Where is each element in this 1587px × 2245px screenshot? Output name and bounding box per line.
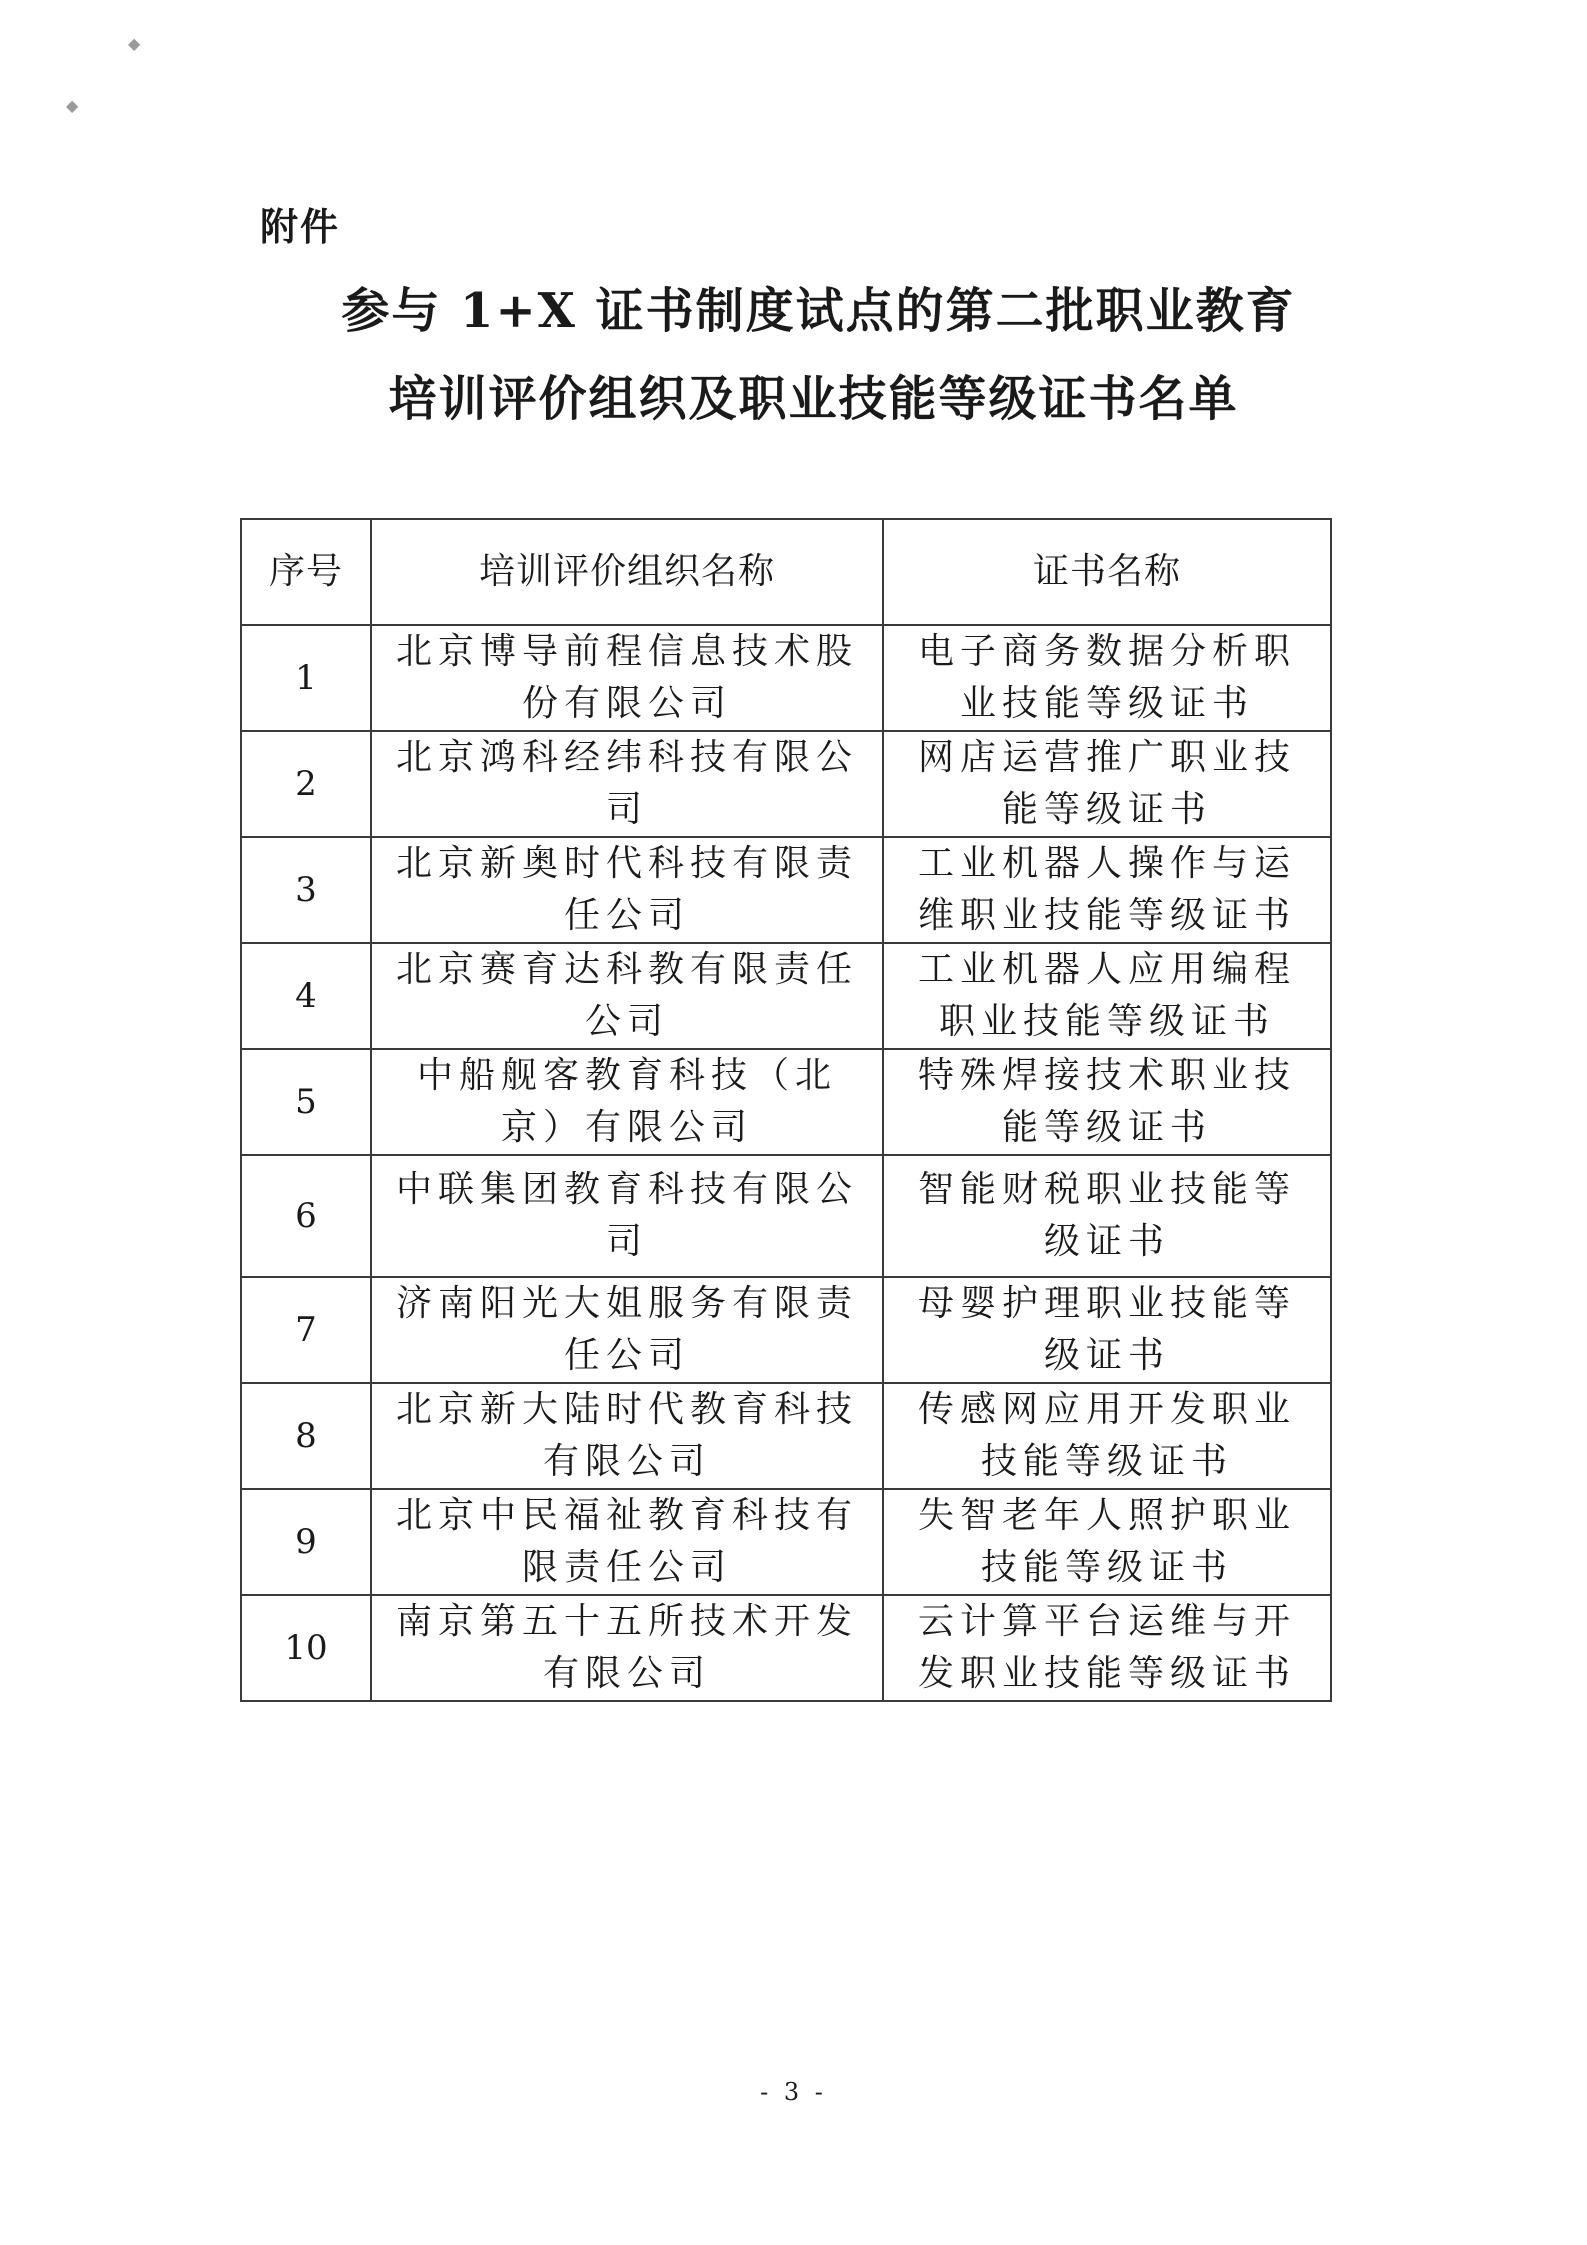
row-seq: 9 (241, 1489, 371, 1595)
header-cert: 证书名称 (883, 519, 1331, 625)
table-row (241, 1049, 1331, 1155)
row-seq: 3 (241, 837, 371, 943)
row-seq: 2 (241, 731, 371, 837)
row-org: 北京中民福祉教育科技有限责任公司 (371, 1489, 883, 1595)
scan-speck: ◆ (128, 34, 141, 53)
table-row (241, 625, 1331, 731)
row-cert: 特殊焊接技术职业技能等级证书 (883, 1049, 1331, 1155)
table-row (241, 943, 1331, 1049)
row-seq: 10 (241, 1595, 371, 1701)
header-seq: 序号 (241, 519, 371, 625)
row-org: 济南阳光大姐服务有限责任公司 (371, 1277, 883, 1383)
row-cert: 母婴护理职业技能等级证书 (883, 1277, 1331, 1383)
certificate-table (240, 518, 1332, 1702)
table-row (241, 731, 1331, 837)
row-seq: 1 (241, 625, 371, 731)
row-seq: 7 (241, 1277, 371, 1383)
row-cert: 云计算平台运维与开发职业技能等级证书 (883, 1595, 1331, 1701)
table-row (241, 1383, 1331, 1489)
row-seq: 5 (241, 1049, 371, 1155)
table-header-row (241, 519, 1331, 625)
row-org: 北京赛育达科教有限责任公司 (371, 943, 883, 1049)
row-cert: 工业机器人操作与运维职业技能等级证书 (883, 837, 1331, 943)
row-org: 北京新奥时代科技有限责任公司 (371, 837, 883, 943)
table-row (241, 1277, 1331, 1383)
row-seq: 4 (241, 943, 371, 1049)
row-org: 南京第五十五所技术开发有限公司 (371, 1595, 883, 1701)
row-org: 北京新大陆时代教育科技有限公司 (371, 1383, 883, 1489)
document-title-line-2: 培训评价组织及职业技能等级证书名单 (388, 371, 1239, 427)
row-org: 中联集团教育科技有限公司 (371, 1155, 883, 1277)
row-org: 北京鸿科经纬科技有限公司 (371, 731, 883, 837)
row-seq: 6 (241, 1155, 371, 1277)
table-row (241, 837, 1331, 943)
scan-speck: ◆ (66, 96, 79, 115)
row-org: 北京博导前程信息技术股份有限公司 (371, 625, 883, 731)
document-title-line-1: 参与 1+X 证书制度试点的第二批职业教育 (341, 283, 1296, 339)
row-cert: 失智老年人照护职业技能等级证书 (883, 1489, 1331, 1595)
row-cert: 工业机器人应用编程职业技能等级证书 (883, 943, 1331, 1049)
page-number: - 3 - (760, 2078, 827, 2106)
header-org: 培训评价组织名称 (371, 519, 883, 625)
row-seq: 8 (241, 1383, 371, 1489)
row-cert: 传感网应用开发职业技能等级证书 (883, 1383, 1331, 1489)
row-cert: 电子商务数据分析职业技能等级证书 (883, 625, 1331, 731)
row-org: 中船舰客教育科技（北京）有限公司 (371, 1049, 883, 1155)
row-cert: 网店运营推广职业技能等级证书 (883, 731, 1331, 837)
table-row (241, 1595, 1331, 1701)
attachment-label: 附件 (260, 205, 341, 249)
table-row (241, 1489, 1331, 1595)
table-row (241, 1155, 1331, 1277)
row-cert: 智能财税职业技能等级证书 (883, 1155, 1331, 1277)
